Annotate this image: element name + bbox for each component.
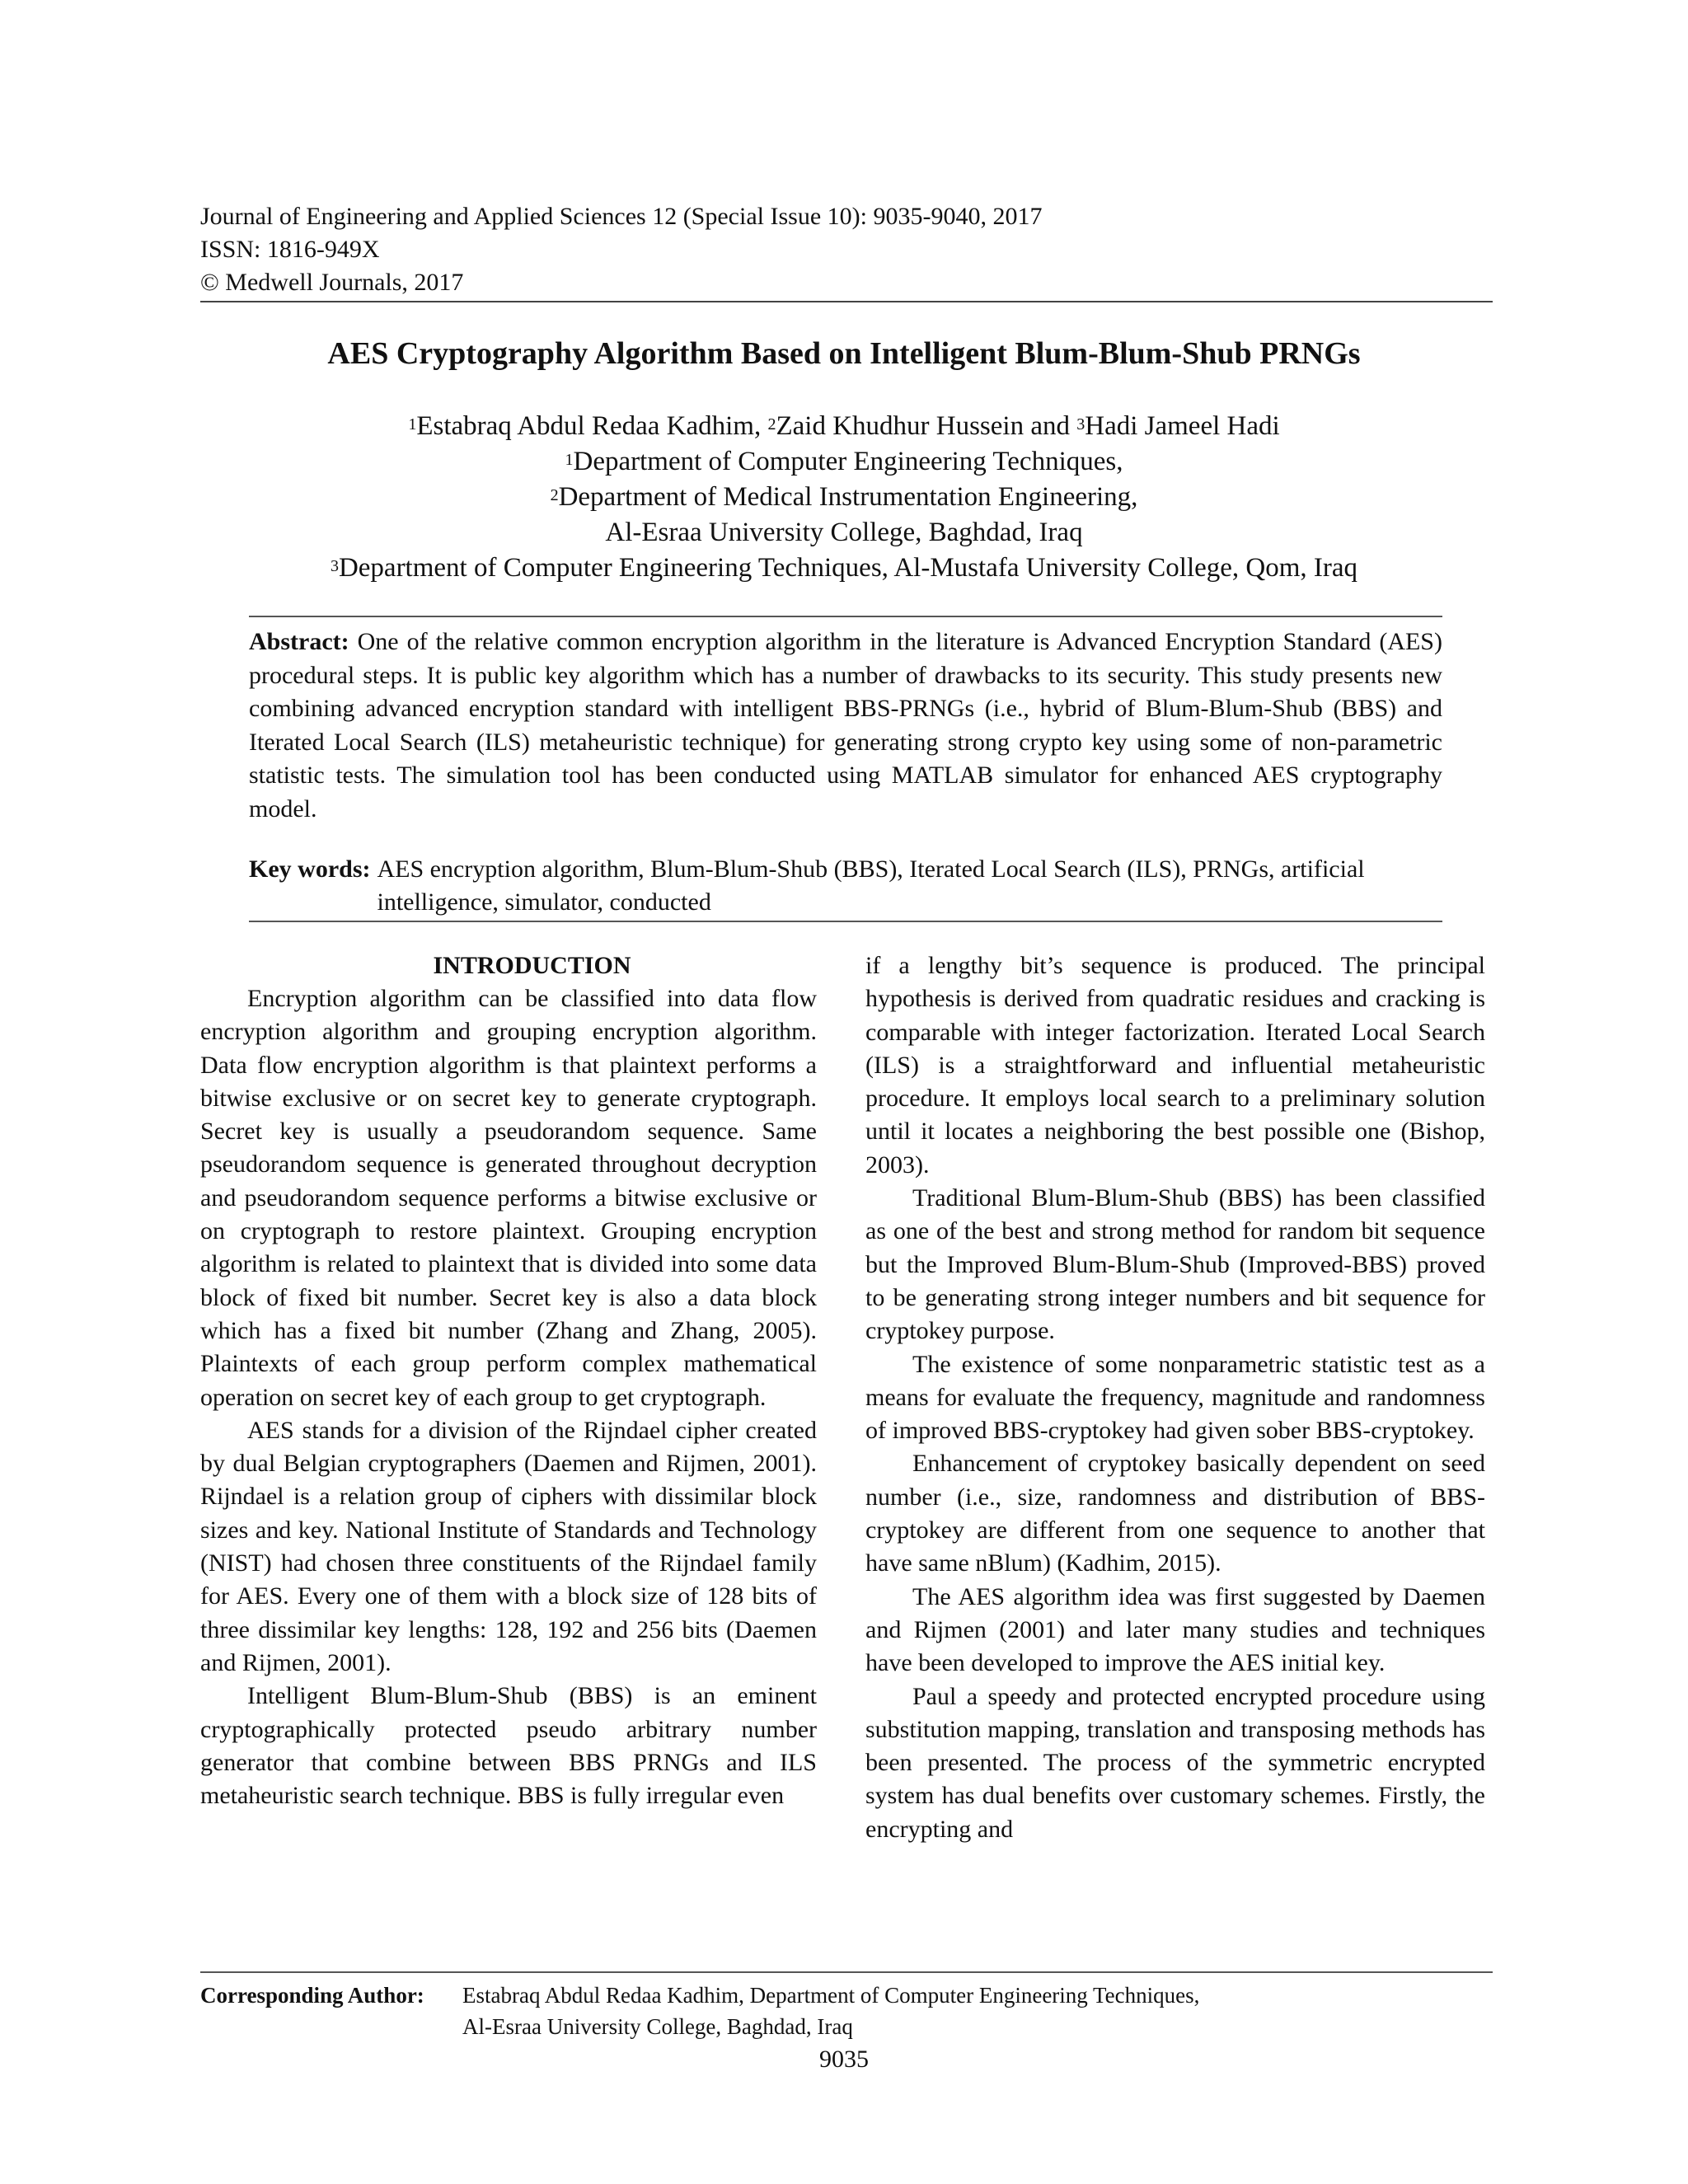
author-line — [0, 409, 1688, 444]
author-1-sup: 1 — [408, 415, 417, 434]
left-column — [200, 949, 817, 1812]
affiliation-1-sup: 1 — [565, 451, 574, 469]
affiliation-2-sup: 2 — [550, 486, 559, 504]
journal-header — [200, 200, 1493, 302]
paragraph: Intelligent Blum-Blum-Shub (BBS) is an eminent cryptographically protected pseudo arbitrary number generator that combine between BBS PRNGs and ILS metaheuristic search technique. BBS is fully irregular even — [200, 1682, 817, 1810]
corresponding-author-line-2: Al-Esraa University College, Baghdad, Iraq — [462, 2014, 853, 2039]
journal-citation: Journal of Engineering and Applied Sciences 12 (Special Issue 10): 9035-9040, 2017 — [200, 203, 1043, 230]
paper-title: AES Cryptography Algorithm Based on Intelligent Blum-Blum-Shub PRNGs — [327, 336, 1361, 371]
paragraph: Enhancement of cryptokey basically dependent on seed number (i.e., size, randomness and distribution of BBS-cryptokey are different from one sequence to another that have same nBlum) (Kadhim, 2015). — [865, 1450, 1485, 1577]
corresponding-author-line-1: Estabraq Abdul Redaa Kadhim, Department of Computer Engineering Techniques, — [462, 1983, 1200, 2008]
paragraph-continuation: if a lengthy bit’s sequence is produced. The principal hypothesis is derived from quadratic residues and cracking is comparable with integer factorization. Iterated Local Search (ILS) is a straightforward and influential metaheuristic procedure. It employs local search to a preliminary solution until it locates a neighboring the best possible one (Bishop, 2003). — [865, 952, 1485, 1179]
author-2-name: Zaid Khudhur Hussein and — [776, 411, 1077, 441]
affiliation-1-text: Department of Computer Engineering Techniques, — [573, 447, 1123, 476]
copyright: © Medwell Journals, 2017 — [200, 269, 464, 296]
author-2-sup: 2 — [767, 415, 776, 434]
abstract-text: One of the relative common encryption algorithm in the literature is Advanced Encryption Standard (AES) procedural steps. It is public key algorithm which has a number of drawbacks to its security. This study presents new combining advanced encryption standard with intelligent BBS-PRNGs (i.e., hybrid of Blum-Blum-Shub (BBS) and Iterated Local Search (ILS) metaheuristic technique) for generating strong crypto key using some of non-parametric statistic tests. The simulation tool has been conducted using MATLAB simulator for enhanced AES cryptography model. — [249, 628, 1442, 823]
affiliation-2-cont: Al-Esraa University College, Baghdad, Iraq — [605, 518, 1083, 547]
paragraph: AES stands for a division of the Rijndael cipher created by dual Belgian cryptographers (Daemen and Rijmen, 2001). Rijndael is a relation group of ciphers with dissimilar block sizes and key. National Institute of Standards and Technology (NIST) had chosen three constituents of the Rijndael family for AES. Every one of them with a block size of 128 bits of three dissimilar key lengths: 128, 192 and 256 bits (Daemen and Rijmen, 2001). — [200, 1416, 817, 1676]
footer-divider — [200, 1971, 1493, 1973]
abstract-label: Abstract: — [249, 628, 349, 655]
author-3-name: Hadi Jameel Hadi — [1085, 411, 1280, 441]
paragraph: Encryption algorithm can be classified into data flow encryption algorithm and grouping encryption algorithm. Data flow encryption algorithm is that plaintext performs a bitwise exclusive or on secret key to generate cryptograph. Secret key is usually a pseudorandom sequence. Same pseudorandom sequence is generated throughout decryption and pseudorandom sequence performs a bitwise exclusive or on cryptograph to restore plaintext. Grouping encryption algorithm is related to plaintext that is divided into some data block of fixed bit number. Secret key is also a data block which has a fixed bit number (Zhang and Zhang, 2005). Plaintexts of each group perform complex mathematical operation on secret key of each group to get cryptograph. — [200, 985, 817, 1411]
keywords-text: AES encryption algorithm, Blum-Blum-Shub (BBS), Iterated Local Search (ILS), PRNGs, artificial intelligence, simulator, conducted — [377, 855, 1365, 916]
authors-block — [0, 409, 1688, 586]
paragraph: The existence of some nonparametric statistic test as a means for evaluate the frequency, magnitude and randomness of improved BBS-cryptokey had given sober BBS-cryptokey. — [865, 1350, 1485, 1445]
corresponding-author — [200, 1980, 1493, 2042]
keywords-label: Key words: — [249, 855, 371, 883]
paragraph: Paul a speedy and protected encrypted procedure using substitution mapping, translation and transposing methods has been presented. The process of the symmetric encrypted system has dual benefits over customary schemes. Firstly, the encrypting and — [865, 1682, 1485, 1843]
author-3-sup: 3 — [1076, 415, 1085, 434]
corresponding-author-label: Corresponding Author: — [200, 1983, 424, 2008]
page-number: 9035 — [819, 2046, 869, 2073]
keywords — [249, 853, 1442, 922]
author-1-name: Estabraq Abdul Redaa Kadhim, — [416, 411, 768, 441]
affiliation-3-text: Department of Computer Engineering Techniques, Al-Mustafa University College, Qom, Iraq — [338, 553, 1358, 583]
section-heading-introduction: INTRODUCTION — [433, 952, 631, 979]
right-column — [865, 949, 1485, 1846]
abstract — [249, 616, 1442, 826]
paragraph: Traditional Blum-Blum-Shub (BBS) has been classified as one of the best and strong method for random bit sequence but the Improved Blum-Blum-Shub (Improved-BBS) proved to be generating strong integer numbers and bit sequence for cryptokey purpose. — [865, 1184, 1485, 1345]
affiliation-3 — [0, 551, 1688, 586]
affiliation-2 — [0, 480, 1688, 515]
affiliation-3-sup: 3 — [330, 557, 339, 575]
issn: ISSN: 1816-949X — [200, 236, 380, 263]
affiliation-1 — [0, 444, 1688, 480]
paragraph: The AES algorithm idea was first suggested by Daemen and Rijmen (2001) and later many studies and techniques have been developed to improve the AES initial key. — [865, 1582, 1485, 1677]
affiliation-2-text: Department of Medical Instrumentation Engineering, — [558, 482, 1138, 512]
